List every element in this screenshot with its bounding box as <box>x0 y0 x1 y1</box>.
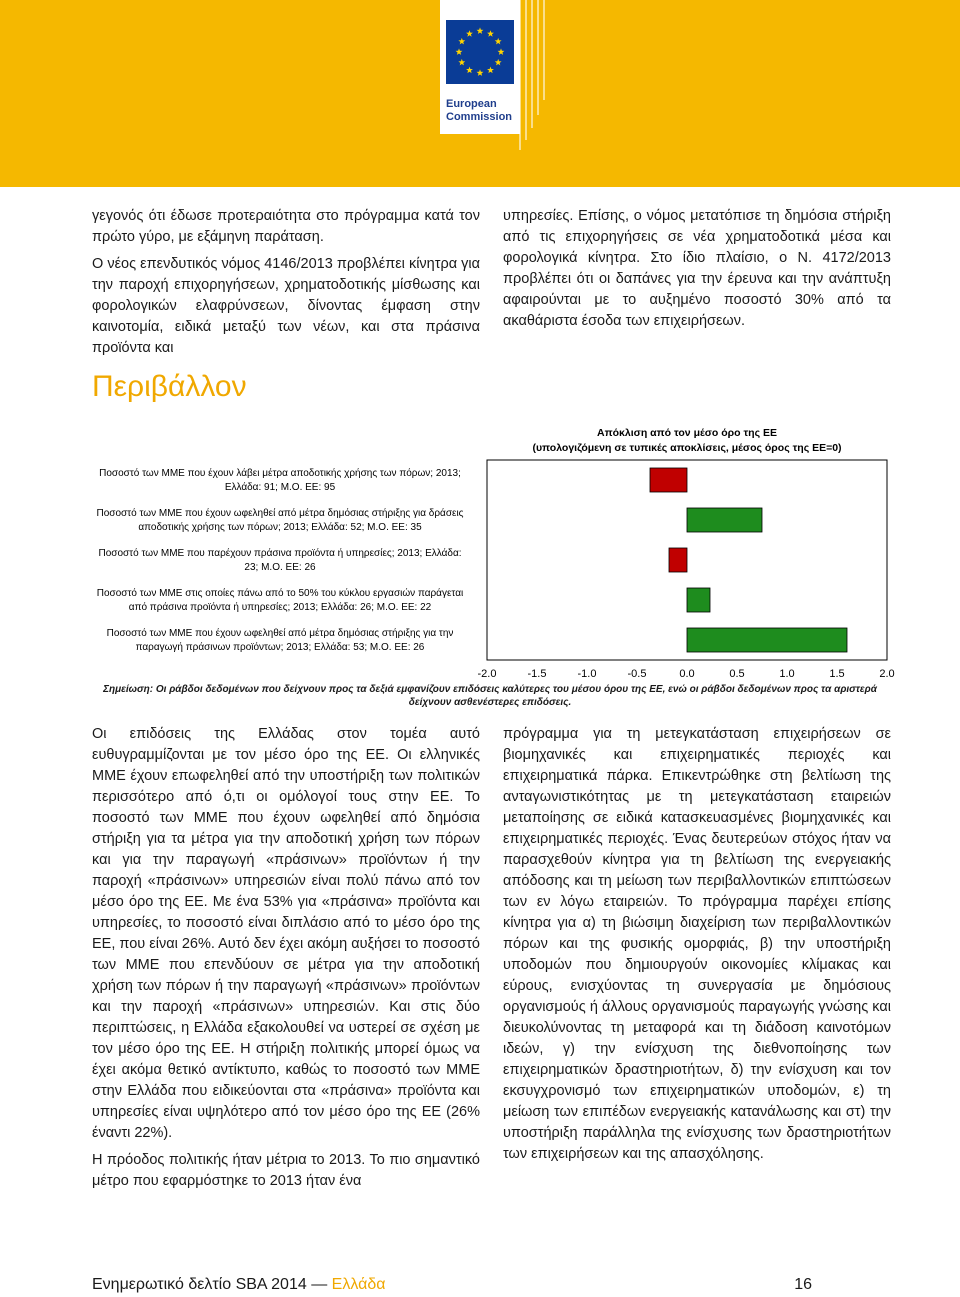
chart-bar <box>687 508 762 532</box>
paragraph: Οι επιδόσεις της Ελλάδας στον τομέα αυτό ευθυγραμμίζονται με τον μέσο όρο της ΕΕ. Οι ελληνικές ΜΜΕ έχουν επωφεληθεί από την υποστήριξη των πολιτικών περισσότερο από ό,τι οι ομόλογοί τους στην ΕΕ. Το ποσοστό των ΜΜΕ που έχουν ωφεληθεί από δημόσια στήριξη για τα μέτρα για την αποδοτική χρήση των πόρων και για την παραγωγή «πράσινων» προϊόντων ή την παροχή «πράσινων» υπηρεσιών είναι πολύ πάνω από τον μέσο όρο της ΕΕ. Με ένα 53% για «πράσινα» προϊόντα και υπηρεσίες, το ποσοστό είναι διπλάσιο από το μέσο όρο της ΕΕ, που είναι 26%. Αυτό δεν έχει ακόμη αυξήσει το ποσοστό των ΜΜΕ που επενδύουν σε μέτρα για την αποδοτική χρήση των πόρων ή την παραγωγή «πράσινων» προϊόντων και την παροχή «πράσινων» υπηρεσιών. Και στις δύο περιπτώσεις, η Ελλάδα εξακολουθεί να υστερεί σε σχέση με τον μέσο όρο της ΕΕ. Η στήριξη πολιτικής μπορεί όμως να έχει ακόμα θετικό αντίκτυπο, καθώς το ποσοστό των ΜΜΕ στην Ελλάδα που ειδικεύονται στα «πράσινα» προϊόντα και υπηρεσίες είναι υψηλότερο από τον μέσο όρο της ΕΕ (26% έναντι 22%). <box>92 726 480 1141</box>
paragraph: πρόγραμμα για τη μετεγκατάσταση επιχειρήσεων σε βιομηχανικές και επιχειρηματικές περιοχές και επιχειρηματικά πάρκα. Επικεντρώθηκε στη βελτίωση της ανταγωνιστικότητας με τη μετεγκατάσταση εταιρειών μεταποίησης σε ειδικά κατασκευασμένες βιομηχανικές και επιχειρηματικές περιοχές. Ένας δευτερεύων στόχος ήταν να παρασχεθούν κίνητρα για τη βελτίωση της ενεργειακής απόδοσης και τη μείωση των περιβαλλοντικών επιπτώσεων των εν λόγω εταιρειών. Το πρόγραμμα παρέχει επίσης κίνητρα για α) τη βιώσιμη διαχείριση των περιβαλλοντικών πόρων και της φυσικής ομορφιάς, β) την υποστήριξη υποδομών που δημιουργούν οικονομίες κλίμακας και εύρους, ενισχύοντας τη συνεργασία με δημόσιους οργανισμούς ή άλλους οργανισμούς παραγωγής γνώσης και διευκολύνοντας τη μεταφορά και τη διάδοση καινοτόμων ιδεών, γ) την ενίσχυση της διεθνοποίησης των επιχειρηματικών δραστηριοτήτων, δ) την ενίσχυση και τον εκσυγχρονισμό των επιχειρηματικών υποδομών, ε) τη μείωση των επιπέδων ενεργειακής κατανάλωσης και στ) την υποστήριξη παράλληλα της ενίσχυσης των δραστηριοτήτων των επιχειρήσεων και της απασχόλησης. <box>503 726 891 1162</box>
category-label: Ποσοστό των ΜΜΕ που έχουν ωφεληθεί από μέτρα δημόσιας στήριξης για την <box>106 628 454 639</box>
header-banner <box>0 0 960 187</box>
building-lines-right <box>500 0 580 187</box>
chart-bar <box>669 548 687 572</box>
x-tick-label: -0.5 <box>627 668 647 680</box>
column-top-left <box>92 206 480 365</box>
column-bottom-left <box>92 724 480 1198</box>
category-label: Ποσοστό των ΜΜΕ στις οποίες πάνω από το 50% του κύκλου εργασιών παράγεται <box>96 588 464 599</box>
x-tick-label: 0.5 <box>729 668 745 680</box>
category-label: Ελλάδα: 91; Μ.Ο. ΕΕ: 95 <box>224 482 336 493</box>
chart-subtitle: (υπολογιζόμενη σε τυπικές αποκλίσεις, μέσος όρος της ΕΕ=0) <box>532 442 842 454</box>
column-top-right <box>503 206 891 338</box>
footer-doc-title: Ενημερωτικό δελτίο SBA 2014 <box>92 1276 307 1293</box>
category-label: αποδοτικής χρήσης των πόρων; 2013; Ελλάδα: 52; Μ.Ο. ΕΕ: 35 <box>138 522 422 533</box>
chart-bar <box>687 628 847 652</box>
chart-bar <box>650 468 687 492</box>
category-label: παραγωγή πράσινων προϊόντων; 2013; Ελλάδα: 53; Μ.Ο. ΕΕ: 26 <box>135 642 425 653</box>
x-tick-label: -1.5 <box>527 668 547 680</box>
paragraph: Η πρόοδος πολιτικής ήταν μέτρια το 2013. Το πιο σημαντικό μέτρο που εφαρμόστηκε το 2013 ήταν ένα <box>92 1152 480 1189</box>
x-tick-label: 1.0 <box>779 668 795 680</box>
category-label: 23; Μ.Ο. ΕΕ: 26 <box>244 562 316 573</box>
logo-text-line-2: Commission <box>446 111 513 123</box>
category-label: από πράσινα προϊόντα ή υπηρεσίες; 2013; Ελλάδα: 26; Μ.Ο. ΕΕ: 22 <box>128 602 432 613</box>
category-label: Ποσοστό των ΜΜΕ που έχουν λάβει μέτρα αποδοτικής χρήσης των πόρων; 2013; <box>99 468 461 479</box>
x-tick-label: 0.0 <box>679 668 695 680</box>
column-bottom-right <box>503 724 891 1171</box>
logo-text-line-1: European <box>446 98 497 110</box>
footer-country: Ελλάδα <box>331 1276 386 1293</box>
chart-title: Απόκλιση από τον μέσο όρο της ΕΕ <box>597 427 777 439</box>
x-tick-label: 1.5 <box>829 668 845 680</box>
x-tick-label: -1.0 <box>577 668 597 680</box>
chart-bar <box>687 588 710 612</box>
category-label: Ποσοστό των ΜΜΕ που παρέχουν πράσινα προϊόντα ή υπηρεσίες; 2013; Ελλάδα: <box>98 548 462 559</box>
footer-dash: — <box>311 1276 328 1293</box>
paragraph: υπηρεσίες. Επίσης, ο νόμος μετατόπισε τη δημόσια στήριξη από τις επιχορηγήσεις σε νέα χρηματοδοτικά μέσα και φορολογικά κίνητρα. Στο ίδιο πλαίσιο, ο Ν. 4172/2013 προβλέπει ότι οι δαπάνες για την έρευνα και την ανάπτυξη αφαιρούνται με το αυξημένο ποσοστό 30% από τα ακαθάριστα έσοδα των επιχειρήσεων. <box>503 208 891 329</box>
page-number: 16 <box>794 1276 812 1293</box>
chart-note: Σημείωση: Οι ράβδοι δεδομένων που δείχνουν προς τα δεξιά εμφανίζουν επιδόσεις καλύτερες του μέσου όρου της ΕΕ, ενώ οι ράβδοι δεδομένων προς τα αριστερά δείχνουν ασθενέστερες επιδόσεις. <box>103 684 877 708</box>
page-footer <box>92 1276 812 1294</box>
x-tick-label: 2.0 <box>879 668 895 680</box>
category-label: Ποσοστό των ΜΜΕ που έχουν ωφεληθεί από μέτρα δημόσιας στήριξης για δράσεις <box>96 508 464 519</box>
x-tick-label: -2.0 <box>477 668 497 680</box>
paragraph: γεγονός ότι έδωσε προτεραιότητα στο πρόγραμμα κατά τον πρώτο γύρο, με εξάμηνη παράταση. <box>92 208 480 245</box>
paragraph: Ο νέος επενδυτικός νόμος 4146/2013 προβλέπει κίνητρα για την παροχή επιχορηγήσεων, χρηματοδοτικής μίσθωσης και φορολογικών ελαφρύνσεων, δίνοντας έμφαση στην καινοτομία, ειδικά μεταξύ των νέων, και στα πράσινα προϊόντα και <box>92 256 480 356</box>
section-title: Περιβάλλον <box>92 370 247 403</box>
deviation-bar-chart <box>80 420 900 682</box>
